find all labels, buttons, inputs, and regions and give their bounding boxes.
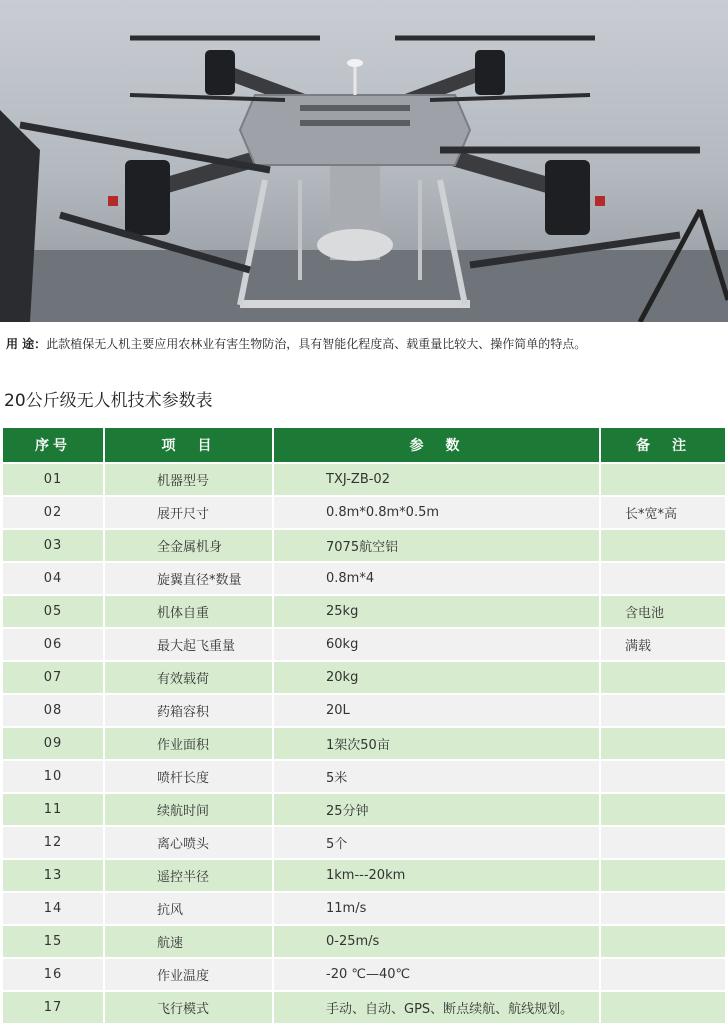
- cell-item: 药箱容积: [104, 694, 273, 727]
- cell-remark: [600, 925, 725, 958]
- table-row: [3, 661, 725, 694]
- cell-item: 展开尺寸: [104, 496, 273, 529]
- usage-text: 此款植保无人机主要应用农林业有害生物防治，具有智能化程度高、载重量比较大、操作简单的特点。: [46, 337, 587, 351]
- cell-index: 12: [3, 826, 104, 859]
- cell-parameter: 1km---20km: [273, 859, 600, 892]
- cell-parameter: 25kg: [273, 595, 600, 628]
- cell-remark: [600, 760, 725, 793]
- table-row: [3, 826, 725, 859]
- table-row: [3, 892, 725, 925]
- cell-parameter: TXJ-ZB-02: [273, 463, 600, 496]
- table-row: [3, 694, 725, 727]
- cell-parameter: 1架次50亩: [273, 727, 600, 760]
- table-row: [3, 859, 725, 892]
- header-parameter: 参 数: [273, 428, 600, 463]
- cell-parameter: 7075航空铝: [273, 529, 600, 562]
- section-title: 20公斤级无人机技术参数表: [4, 391, 213, 411]
- cell-item: 抗风: [104, 892, 273, 925]
- cell-index: 09: [3, 727, 104, 760]
- cell-index: 15: [3, 925, 104, 958]
- header-remark: 备 注: [600, 428, 725, 463]
- cell-remark: 含电池: [600, 595, 725, 628]
- table-row: [3, 562, 725, 595]
- cell-remark: 长*宽*高: [600, 496, 725, 529]
- cell-remark: [600, 529, 725, 562]
- cell-parameter: 60kg: [273, 628, 600, 661]
- spec-table-body: [3, 463, 725, 1023]
- cell-index: 14: [3, 892, 104, 925]
- cell-index: 03: [3, 529, 104, 562]
- table-row: [3, 925, 725, 958]
- table-row: [3, 727, 725, 760]
- cell-index: 07: [3, 661, 104, 694]
- cell-remark: [600, 826, 725, 859]
- table-row: [3, 958, 725, 991]
- cell-parameter: 手动、自动、GPS、断点续航、航线规划。: [273, 991, 600, 1023]
- cell-item: 机体自重: [104, 595, 273, 628]
- cell-index: 05: [3, 595, 104, 628]
- cell-parameter: 11m/s: [273, 892, 600, 925]
- cell-remark: [600, 793, 725, 826]
- cell-item: 离心喷头: [104, 826, 273, 859]
- cell-item: 作业温度: [104, 958, 273, 991]
- cell-remark: 满载: [600, 628, 725, 661]
- cell-index: 11: [3, 793, 104, 826]
- cell-parameter: 20kg: [273, 661, 600, 694]
- cell-index: 10: [3, 760, 104, 793]
- cell-index: 01: [3, 463, 104, 496]
- cell-remark: [600, 892, 725, 925]
- cell-parameter: 5米: [273, 760, 600, 793]
- cell-index: 06: [3, 628, 104, 661]
- cell-item: 遥控半径: [104, 859, 273, 892]
- cell-item: 有效载荷: [104, 661, 273, 694]
- cell-parameter: 5个: [273, 826, 600, 859]
- cell-parameter: 0.8m*0.8m*0.5m: [273, 496, 600, 529]
- cell-item: 喷杆长度: [104, 760, 273, 793]
- table-row: [3, 496, 725, 529]
- table-row: [3, 463, 725, 496]
- cell-item: 最大起飞重量: [104, 628, 273, 661]
- table-row: [3, 595, 725, 628]
- cell-parameter: 20L: [273, 694, 600, 727]
- cell-index: 17: [3, 991, 104, 1023]
- table-row: [3, 793, 725, 826]
- table-row: [3, 529, 725, 562]
- cell-index: 04: [3, 562, 104, 595]
- cell-item: 航速: [104, 925, 273, 958]
- cell-item: 作业面积: [104, 727, 273, 760]
- table-row: [3, 628, 725, 661]
- cell-remark: [600, 661, 725, 694]
- cell-parameter: 0.8m*4: [273, 562, 600, 595]
- header-item: 项 目: [104, 428, 273, 463]
- cell-index: 16: [3, 958, 104, 991]
- table-row: [3, 760, 725, 793]
- drone-photo: [0, 0, 728, 322]
- header-index: 序号: [3, 428, 104, 463]
- cell-item: 旋翼直径*数量: [104, 562, 273, 595]
- cell-remark: [600, 562, 725, 595]
- cell-item: 全金属机身: [104, 529, 273, 562]
- cell-index: 02: [3, 496, 104, 529]
- cell-remark: [600, 463, 725, 496]
- cell-item: 续航时间: [104, 793, 273, 826]
- usage-description: [6, 335, 722, 353]
- drone-illustration: [0, 0, 728, 322]
- cell-remark: [600, 859, 725, 892]
- cell-remark: [600, 727, 725, 760]
- cell-index: 08: [3, 694, 104, 727]
- cell-item: 飞行模式: [104, 991, 273, 1023]
- table-header-row: [3, 428, 725, 463]
- cell-parameter: 25分钟: [273, 793, 600, 826]
- cell-parameter: -20 ℃—40℃: [273, 958, 600, 991]
- spec-table: [3, 428, 725, 1023]
- usage-label: 用 途：: [6, 337, 47, 351]
- cell-remark: [600, 958, 725, 991]
- cell-remark: [600, 694, 725, 727]
- cell-parameter: 0-25m/s: [273, 925, 600, 958]
- cell-index: 13: [3, 859, 104, 892]
- cell-item: 机器型号: [104, 463, 273, 496]
